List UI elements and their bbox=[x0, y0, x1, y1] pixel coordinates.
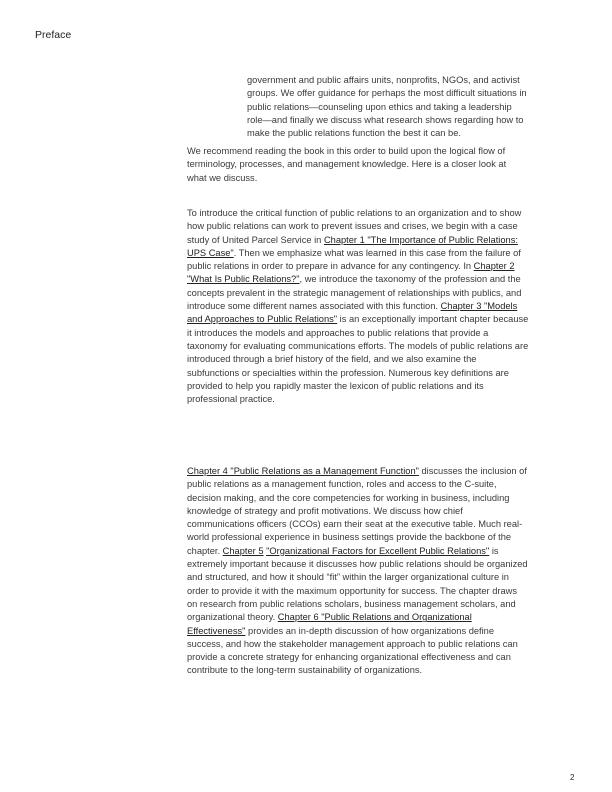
text-segment: . Then we emphasize what was learned in this case from the failure of bbox=[233, 247, 521, 258]
text-line bbox=[187, 273, 587, 286]
paragraph bbox=[247, 74, 612, 140]
text-line bbox=[187, 367, 587, 380]
chapter-link[interactable]: UPS Case" bbox=[187, 247, 234, 258]
text-line bbox=[187, 558, 587, 571]
text-segment: decision making, and the core competencies for working in business, including bbox=[187, 492, 510, 503]
chapter-link[interactable]: Chapter 4 "Public Relations as a Management Function" bbox=[187, 466, 419, 476]
text-line bbox=[187, 353, 587, 366]
text-line bbox=[187, 220, 587, 233]
chapter-link[interactable]: Effectiveness" bbox=[187, 625, 246, 636]
text-segment: it introduces the models and approaches to public relations that provide a bbox=[187, 327, 489, 338]
text-segment: provided to help you rapidly master the lexicon of public relations and its bbox=[187, 380, 484, 391]
text-segment: provides an in-depth discussion of how organizations define bbox=[245, 625, 495, 636]
text-line bbox=[187, 492, 587, 505]
text-line bbox=[187, 545, 587, 558]
text-line bbox=[187, 158, 587, 171]
text-line bbox=[187, 598, 587, 611]
text-segment: terminology, processes, and management knowledge. Here is a closer look at bbox=[187, 159, 507, 170]
text-line bbox=[187, 260, 587, 273]
text-line bbox=[187, 571, 587, 584]
chapter-link[interactable]: and Approaches to Public Relations" bbox=[187, 314, 338, 325]
text-segment: is bbox=[489, 545, 499, 556]
paragraph bbox=[187, 207, 587, 406]
text-line bbox=[187, 145, 587, 158]
text-line bbox=[187, 327, 587, 340]
text-segment: organizational theory. bbox=[187, 612, 278, 623]
text-segment: role—and finally we discuss what research shows regarding how to bbox=[247, 114, 524, 125]
text-segment: order to provide it with the maximum opportunity for success. The chapter draws bbox=[187, 585, 518, 596]
text-segment: groups. We offer guidance for perhaps the most difficult situations in bbox=[247, 88, 527, 99]
text-segment: extremely important because it discusses how public relations should be organized bbox=[187, 559, 528, 570]
text-segment: is an exceptionally important chapter because bbox=[337, 314, 529, 325]
text-line bbox=[187, 207, 587, 220]
text-segment: communications officers (CCOs) earn their seat at the executive table. Much real- bbox=[187, 519, 523, 530]
text-segment: how public relations can work to prevent issues and crises, we begin with a case bbox=[187, 221, 518, 232]
text-line bbox=[187, 518, 587, 531]
text-line bbox=[187, 611, 587, 624]
text-line bbox=[187, 465, 587, 478]
text-line bbox=[187, 664, 587, 677]
text-segment: success, and how the stakeholder management approach to public relations can bbox=[187, 638, 518, 649]
text-segment: discusses the inclusion of bbox=[418, 466, 527, 476]
text-segment: public relations as a management function, roles and access to the C-suite, bbox=[187, 479, 497, 490]
text-segment: public relations—counseling upon ethics and taking a leadership bbox=[247, 101, 512, 112]
text-line bbox=[247, 114, 612, 127]
text-segment: study of United Parcel Service in bbox=[187, 234, 324, 245]
text-segment: on research from public relations scholars, business management scholars, and bbox=[187, 598, 516, 609]
text-segment: knowledge of strategy and profit motivations. We discuss how chief bbox=[187, 505, 463, 516]
paragraph bbox=[187, 145, 587, 185]
text-segment: We recommend reading the book in this order to build upon the logical flow of bbox=[187, 146, 506, 156]
text-segment: subfunctions or specialties within the profession. Numerous key definitions are bbox=[187, 367, 509, 378]
chapter-link[interactable]: Chapter 1 "The Importance of Public Relations: bbox=[323, 234, 518, 245]
text-segment: chapter. bbox=[187, 545, 223, 556]
text-segment: what we discuss. bbox=[187, 172, 258, 183]
page-number: 2 bbox=[570, 773, 575, 782]
text-segment: , we introduce the taxonomy of the profession and the bbox=[299, 274, 521, 285]
chapter-link[interactable]: Chapter 5 bbox=[222, 545, 264, 556]
text-segment: make the public relations function the best it can be. bbox=[247, 128, 461, 139]
text-line bbox=[247, 87, 612, 100]
text-line bbox=[187, 478, 587, 491]
text-line bbox=[187, 247, 587, 260]
chapter-link[interactable]: "Organizational Factors for Excellent Public Relations" bbox=[266, 545, 490, 556]
text-line bbox=[187, 313, 587, 326]
text-line bbox=[187, 234, 587, 247]
text-segment: government and public affairs units, nonprofits, NGOs, and activist bbox=[247, 75, 520, 85]
text-line bbox=[187, 505, 587, 518]
text-segment: professional practice. bbox=[187, 394, 275, 405]
text-line bbox=[187, 585, 587, 598]
text-segment: taxonomy for evaluating communications efforts. The models of public relations are bbox=[187, 340, 529, 351]
text-segment: provide a concrete strategy for enhancing organizational effectiveness and can bbox=[187, 652, 511, 663]
chapter-link[interactable]: Chapter 6 "Public Relations and Organizational bbox=[277, 612, 472, 623]
text-segment: and structured, and how it should “fit” within the larger organizational culture in bbox=[187, 572, 509, 583]
text-line bbox=[187, 651, 587, 664]
text-line bbox=[187, 340, 587, 353]
text-line bbox=[247, 74, 612, 87]
text-segment: introduce some different names associated with this function. bbox=[187, 301, 441, 312]
text-segment: contribute to the long-term sustainability of organizations. bbox=[187, 665, 423, 676]
text-segment: concepts prevalent in the strategic management of relationships with publics, and bbox=[187, 287, 522, 298]
text-line bbox=[187, 393, 587, 406]
text-segment: To introduce the critical function of public relations to an organization and to show bbox=[187, 208, 522, 218]
text-line bbox=[187, 172, 587, 185]
chapter-link[interactable]: Chapter 3 "Models bbox=[440, 301, 518, 312]
chapter-link[interactable]: Chapter 2 bbox=[473, 261, 515, 272]
text-line bbox=[187, 300, 587, 313]
running-header: Preface bbox=[35, 29, 72, 41]
text-line bbox=[187, 531, 587, 544]
text-line bbox=[187, 380, 587, 393]
paragraph bbox=[187, 465, 587, 678]
chapter-link[interactable]: "What Is Public Relations?" bbox=[187, 274, 300, 285]
text-segment: world professional experience in business settings provide the backbone of the bbox=[187, 532, 512, 543]
text-segment: introduced through a brief history of the field, and we also examine the bbox=[187, 354, 477, 365]
text-line bbox=[187, 287, 587, 300]
text-line bbox=[247, 127, 612, 140]
text-segment: public relations in order to prepare in advance for any contingency. In bbox=[187, 261, 474, 272]
text-line bbox=[187, 625, 587, 638]
text-line bbox=[247, 101, 612, 114]
text-line bbox=[187, 638, 587, 651]
